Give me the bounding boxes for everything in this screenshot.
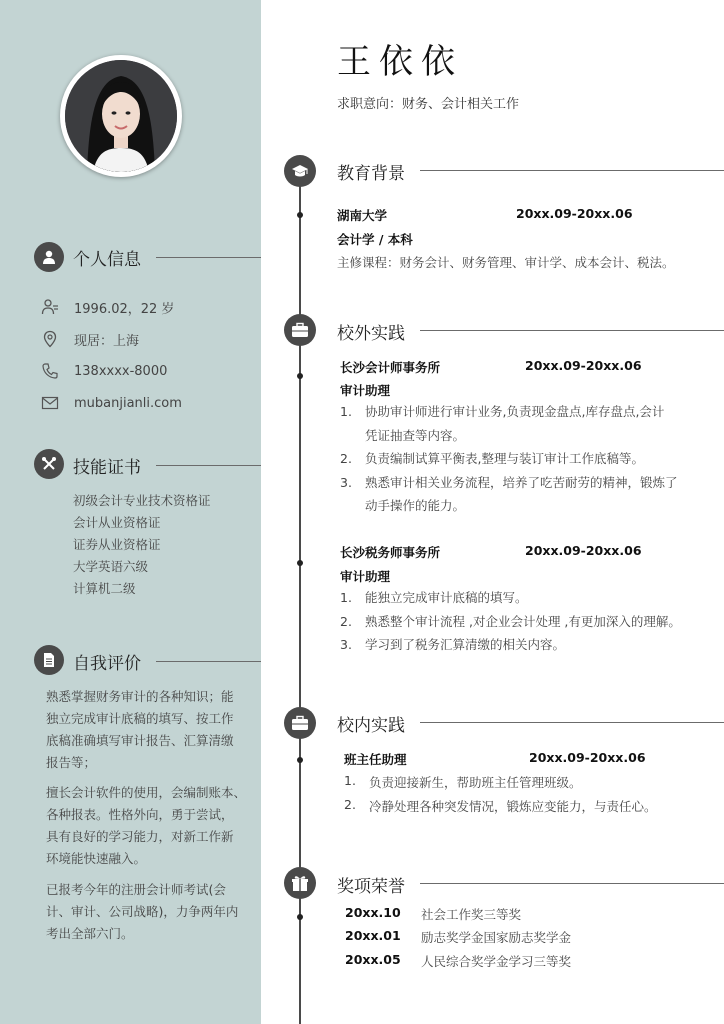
major: 会计学 / 本科 — [337, 232, 413, 247]
item-number: 2. — [340, 613, 352, 629]
text-line: 擅长会计软件的使用，会编制账本、 — [46, 785, 247, 800]
text-line: 学习到了税务汇算清缴的相关内容。 — [365, 637, 566, 652]
info-mail — [40, 393, 182, 413]
divider — [420, 330, 724, 331]
award-name: 励志奖学金国家励志奖学金 — [421, 930, 572, 945]
phone-icon — [40, 361, 60, 381]
info-phone — [40, 361, 168, 381]
location-text: 现居：上海 — [74, 333, 140, 349]
text-line: 凭证抽查等内容。 — [365, 427, 466, 443]
briefcase-icon — [284, 314, 316, 346]
self-eval-title: 自我评价 — [73, 654, 141, 674]
education-title: 教育背景 — [337, 164, 405, 184]
award-name: 人民综合奖学金学习三等奖 — [421, 954, 572, 969]
user-icon — [34, 242, 64, 272]
text-line: 熟悉掌握财务审计的各种知识；能 — [46, 689, 234, 704]
briefcase-icon — [284, 707, 316, 739]
text-line: 独立完成审计底稿的填写、按工作 — [46, 711, 234, 726]
text-line: 协助审计师进行审计业务,负责现金盘点,库存盘点,会计 — [365, 404, 665, 419]
timeline-dot — [297, 914, 303, 920]
text-line: 具有良好的学习能力，对新工作新 — [46, 829, 234, 844]
person-icon — [40, 297, 60, 317]
timeline-dot — [297, 212, 303, 218]
list-item: 初级会计专业技术资格证 — [73, 493, 211, 508]
campus-title: 校内实践 — [337, 716, 405, 736]
duty-list — [340, 586, 690, 657]
item-number: 1. — [340, 590, 352, 605]
phone-text: 138xxxx-8000 — [74, 363, 168, 379]
job-period: 20xx.09-20xx.06 — [525, 358, 642, 373]
self-eval-paragraph — [46, 879, 246, 945]
list-item — [340, 610, 690, 634]
personal-info-title: 个人信息 — [73, 250, 141, 270]
timeline-dot — [297, 757, 303, 763]
divider — [420, 170, 724, 171]
graduation-cap-icon — [284, 155, 316, 187]
divider — [156, 661, 261, 662]
list-item — [340, 633, 690, 657]
list-item — [340, 400, 690, 447]
gift-icon — [284, 867, 316, 899]
text-line: 环境能快速融入。 — [46, 851, 147, 866]
company-name: 长沙会计师事务所 — [340, 360, 441, 375]
item-number: 1. — [344, 773, 356, 788]
profile-photo — [60, 55, 182, 177]
practice-title: 校外实践 — [337, 324, 405, 344]
award-date: 20xx.05 — [345, 952, 401, 967]
list-item: 证券从业资格证 — [73, 537, 161, 552]
text-line: 底稿准确填写审计报告、汇算清缴 — [46, 733, 234, 748]
item-number: 3. — [340, 474, 352, 490]
campus-period: 20xx.09-20xx.06 — [529, 750, 646, 765]
list-item: 负责迎接新生，帮助班主任管理班级。 — [369, 775, 582, 790]
text-line: 能独立完成审计底稿的填写。 — [365, 590, 528, 605]
text-line: 报告等； — [46, 755, 97, 770]
location-icon — [40, 329, 60, 349]
mail-text: mubanjianli.com — [74, 395, 182, 411]
divider — [420, 883, 724, 884]
text-line: 已报考今年的注册会计师考试(会 — [46, 882, 226, 897]
timeline-dot — [297, 373, 303, 379]
self-eval-paragraph — [46, 782, 246, 870]
award-date: 20xx.10 — [345, 905, 401, 920]
courses: 主修课程：财务会计、财务管理、审计学、成本会计、税法。 — [337, 255, 675, 270]
list-item — [340, 586, 690, 610]
info-birth — [40, 297, 175, 317]
tools-icon — [34, 449, 64, 479]
item-number: 1. — [340, 404, 352, 419]
list-item — [340, 447, 690, 471]
birth-text: 1996.02，22 岁 — [74, 301, 175, 317]
mail-icon — [40, 393, 60, 413]
award-name: 社会工作奖三等奖 — [421, 907, 522, 922]
item-number: 2. — [344, 797, 356, 812]
divider — [420, 722, 724, 723]
self-eval-paragraph — [46, 686, 246, 774]
list-item — [340, 471, 690, 518]
list-item: 冷静处理各种突发情况，锻炼应变能力，与责任心。 — [369, 799, 657, 814]
text-line: 各种报表。性格外向，勇于尝试， — [46, 807, 234, 822]
duty-list — [340, 400, 690, 518]
info-location — [40, 329, 140, 349]
list-item: 会计从业资格证 — [73, 515, 161, 530]
divider — [156, 257, 261, 258]
list-item: 大学英语六级 — [73, 559, 149, 574]
company-name: 长沙税务师事务所 — [340, 545, 441, 560]
skills-title: 技能证书 — [73, 458, 141, 478]
divider — [156, 465, 261, 466]
document-icon — [34, 645, 64, 675]
text-line: 考出全部六门。 — [46, 926, 134, 941]
timeline-dot — [297, 560, 303, 566]
awards-title: 奖项荣誉 — [337, 877, 405, 897]
award-date: 20xx.01 — [345, 928, 401, 943]
school-name: 湖南大学 — [337, 208, 388, 223]
skills-list — [73, 490, 211, 600]
job-role: 审计助理 — [340, 569, 391, 584]
text-line: 熟悉审计相关业务流程，培养了吃苦耐劳的精神，锻炼了 — [365, 474, 678, 490]
text-line: 动手操作的能力。 — [365, 498, 466, 513]
list-item: 计算机二级 — [73, 581, 136, 596]
text-line: 计、审计、公司战略)，力争两年内 — [46, 904, 239, 919]
item-number: 2. — [340, 451, 352, 466]
job-role: 审计助理 — [340, 383, 391, 398]
campus-role: 班主任助理 — [344, 752, 407, 767]
item-number: 3. — [340, 637, 352, 652]
text-line: 熟悉整个审计流程 ,对企业会计处理 ,有更加深入的理解。 — [365, 613, 681, 629]
education-period: 20xx.09-20xx.06 — [516, 206, 633, 221]
text-line: 负责编制试算平衡表,整理与装订审计工作底稿等。 — [365, 451, 644, 466]
job-intent: 求职意向：财务、会计相关工作 — [337, 97, 520, 112]
job-period: 20xx.09-20xx.06 — [525, 543, 642, 558]
avatar — [65, 60, 177, 172]
page-title: 王依依 — [337, 42, 463, 82]
